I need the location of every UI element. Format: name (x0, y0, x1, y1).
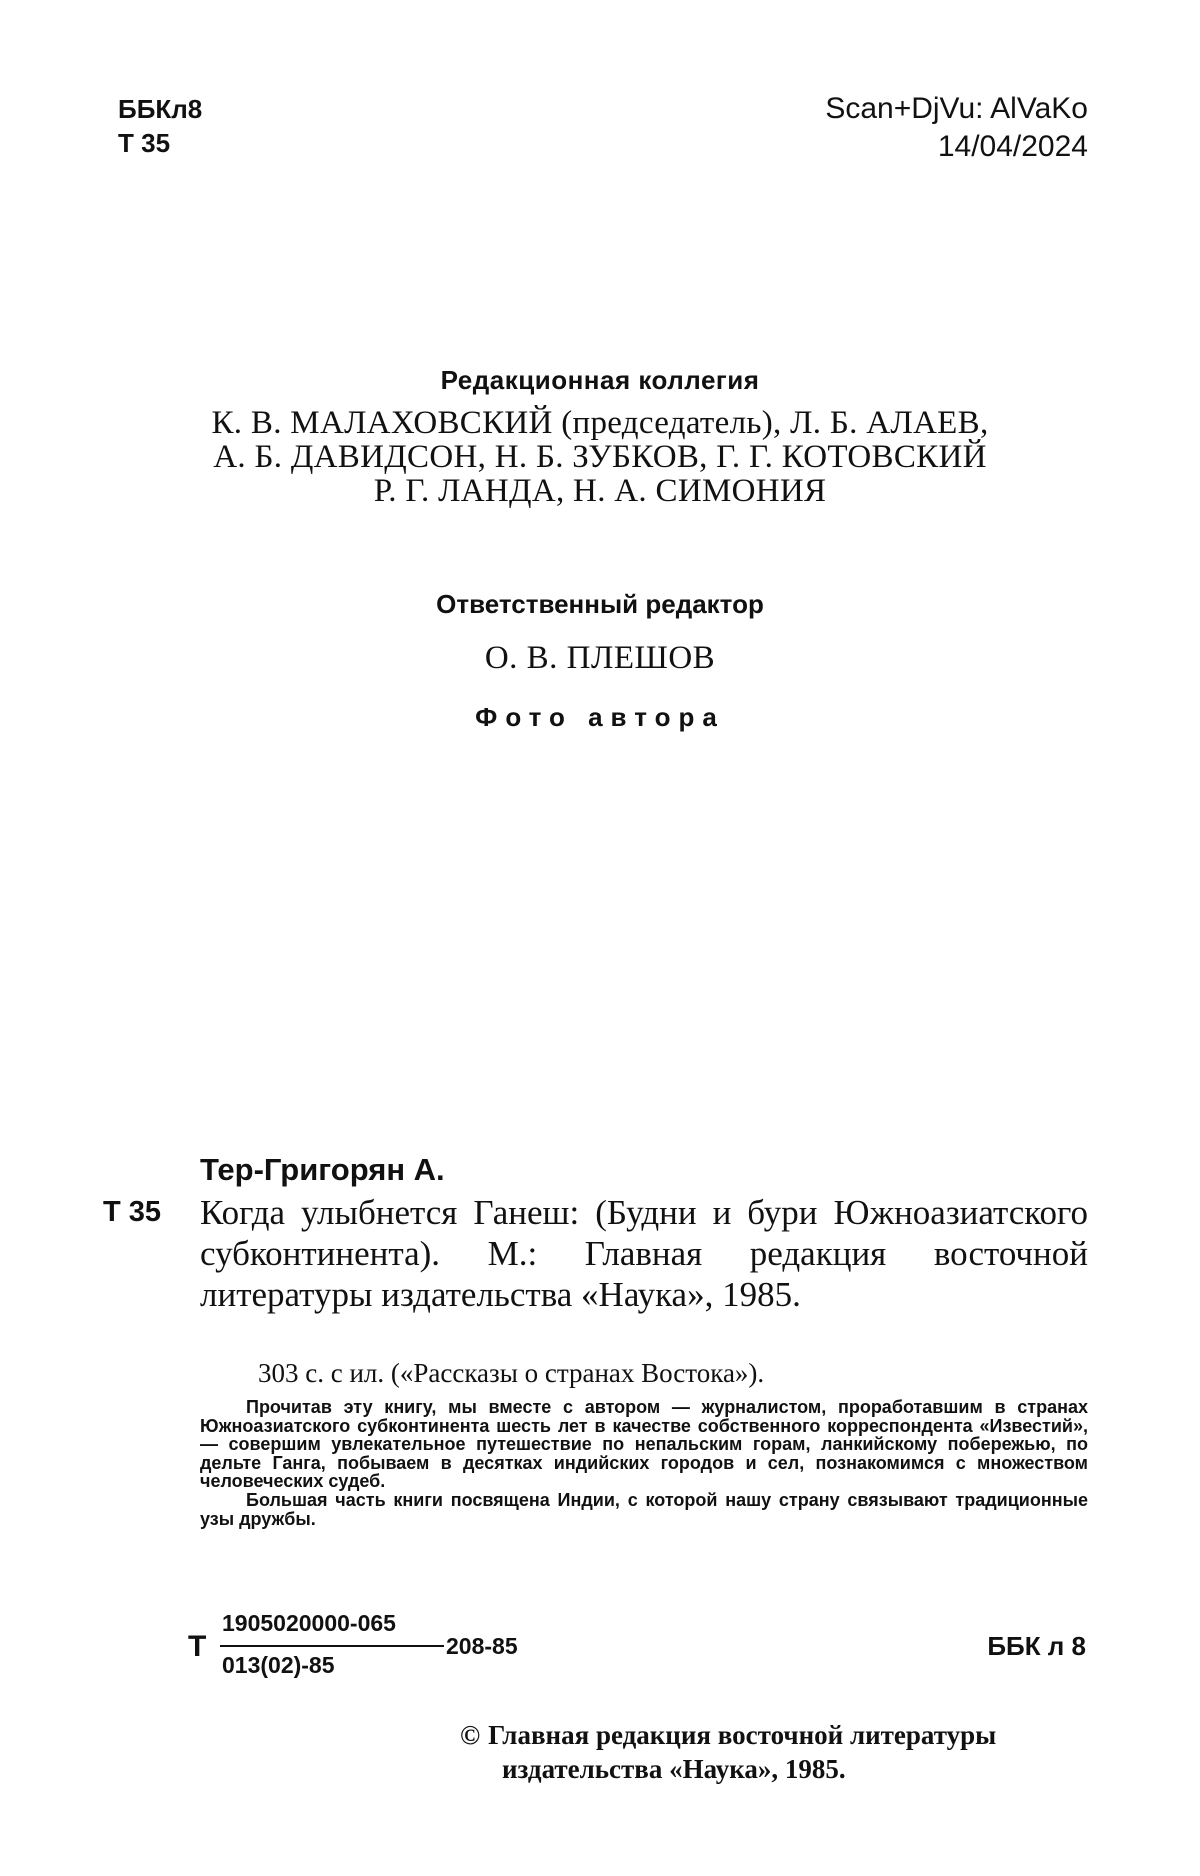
copyright-line: издательства «Наука», 1985. (502, 1754, 846, 1784)
classification-denominator: 013(02)-85 (222, 1652, 335, 1678)
classification-letter: Т (188, 1630, 207, 1663)
copyright-notice (460, 1718, 996, 1786)
bbk-header (118, 92, 202, 160)
copyright-icon: © (460, 1720, 481, 1750)
bibliography-description: Когда улыбнется Ганеш: (Будни и бури Южноазиатского субконтинента). М.: Главная редакция восточной литературы издательства «Наука», 1985. (200, 1193, 1088, 1314)
classification-numerator: 1905020000-065 (222, 1610, 396, 1636)
annotation-paragraph: Большая часть книги посвящена Индии, с которой нашу страну связывают традиционные узы дружбы. (200, 1489, 1088, 1529)
editorial-board (0, 360, 1200, 508)
editorial-board-line: Р. Г. ЛАНДА, Н. А. СИМОНИЯ (373, 473, 827, 509)
editorial-board-line: А. Б. ДАВИДСОН, Н. Б. ЗУБКОВ, Г. Г. КОТОВСКИЙ (213, 439, 987, 475)
author-sign: Т 35 (118, 128, 171, 158)
annotation-paragraph: Прочитав эту книгу, мы вместе с автором — журналистом, проработавшим в странах Южноазиатского субконтинента шесть лет в качестве собственного корреспондента «Известий»,— совершим увлекательное путешествие по непальским горам, ланкийскому побережью, по дельте Ганга, побываем в десятках индийских городов и сел, познакомимся с множеством человеческих судеб. (200, 1397, 1088, 1492)
photo-credit: Фото автора (475, 702, 725, 732)
responsible-editor-title: Ответственный редактор (436, 589, 764, 619)
responsible-editor (0, 584, 1200, 678)
classification-bbk: ББК л 8 (987, 1631, 1086, 1661)
editorial-board-line: К. В. МАЛАХОВСКИЙ (председатель), Л. Б. АЛАЕВ, (211, 405, 989, 441)
editorial-board-title: Редакционная коллегия (440, 365, 760, 395)
scan-date: 14/04/2024 (937, 130, 1088, 163)
fraction-divider (220, 1645, 444, 1647)
scan-info (825, 90, 1088, 166)
bibliography-pages: 303 с. с ил. («Рассказы о странах Востока»). (258, 1358, 765, 1388)
bibliography-sign: Т 35 (103, 1196, 162, 1228)
responsible-editor-name: О. В. ПЛЕШОВ (484, 640, 716, 676)
copyright-line: Главная редакция восточной литературы (488, 1720, 997, 1750)
bbk-code: ББКл8 (118, 94, 203, 124)
bibliography-author: Тер-Григорян А. (200, 1152, 445, 1187)
bibliography-annotation (200, 1398, 1088, 1528)
scan-credit: Scan+DjVu: AlVaKo (825, 92, 1088, 125)
classification-suffix: 208-85 (446, 1633, 518, 1659)
